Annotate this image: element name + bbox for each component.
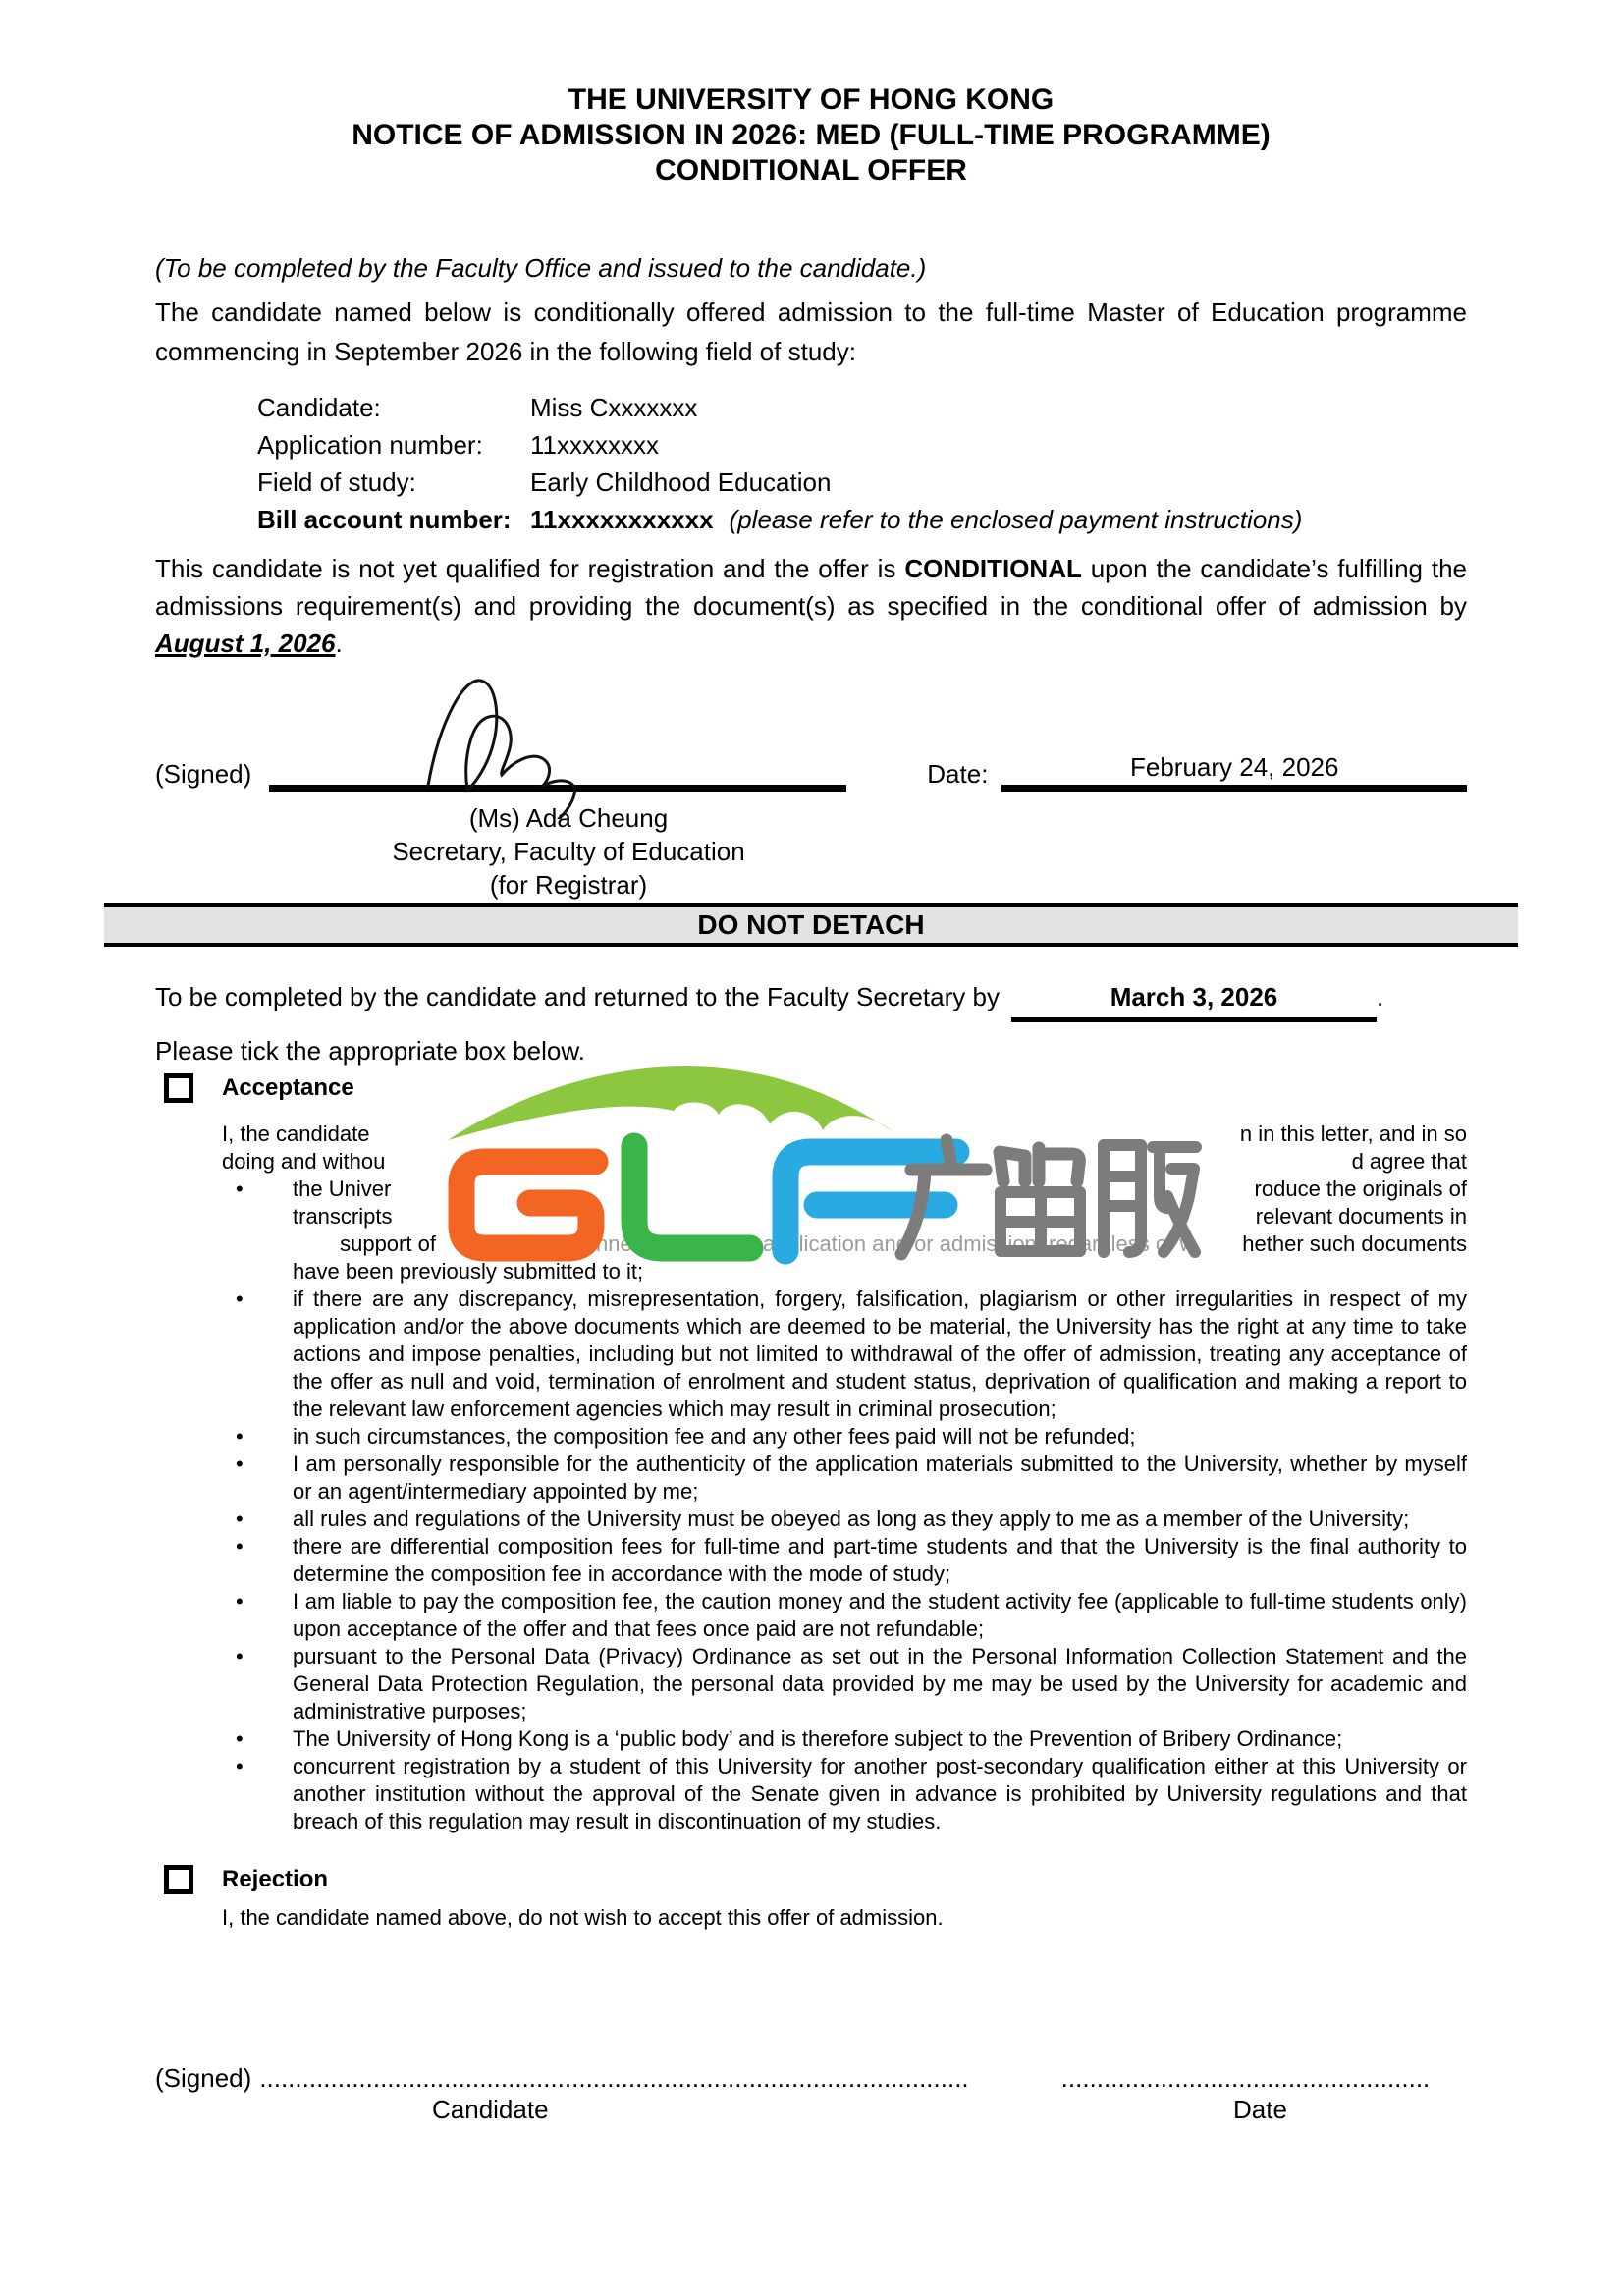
list-item <box>155 1533 1467 1588</box>
spacer <box>392 1203 1255 1230</box>
candidate-details <box>257 389 1467 538</box>
list-item <box>155 1423 1467 1450</box>
bullet-dot: • <box>236 1589 244 1613</box>
bullet-text: The University of Hong Kong is a ‘public body’ and is therefore subject to the Prevention of Bribery Ordinance; <box>293 1726 1343 1751</box>
bullet-text: I am personally responsible for the authenticity of the application materials submitted to the University, whether by myself or an agent/intermediary appointed by me; <box>293 1451 1467 1503</box>
signatory-title: Secretary, Faculty of Education <box>392 837 745 866</box>
signatory-for: (for Registrar) <box>489 870 648 900</box>
signature-squiggle <box>408 672 664 819</box>
payment-instructions-note: (please refer to the enclosed payment instructions) <box>729 505 1303 534</box>
faded-line-fragment: and/or in connection with my application and/or admission, regardless of w <box>483 1231 1196 1256</box>
period: . <box>1376 982 1384 1011</box>
bullet-dot: • <box>236 1506 244 1531</box>
intro-paragraph: The candidate named below is conditionally offered admission to the full-time Master of Education programme commencing in September 2026 in the following field of study: <box>155 298 1467 366</box>
acceptance-body <box>155 1121 1467 1835</box>
document-header <box>155 82 1467 189</box>
acceptance-intro-line <box>155 1148 1467 1175</box>
rejection-body: I, the candidate named above, do not wish to accept this offer of admission. <box>222 1905 944 1930</box>
notice-title: NOTICE OF ADMISSION IN 2026: MED (FULL-TIME PROGRAMME) <box>352 119 1271 151</box>
bullet-line <box>155 1203 1467 1230</box>
table-row <box>257 501 1467 538</box>
list-item <box>155 1588 1467 1643</box>
line-fragment: roduce the originals of <box>1254 1176 1467 1201</box>
deadline-date: August 1, 2026 <box>155 629 336 658</box>
line-fragment: transcripts <box>293 1204 393 1229</box>
bullet-text: all rules and regulations of the University must be obeyed as long as they apply to me as a member of the University; <box>293 1506 1410 1531</box>
conditional-paragraph <box>155 550 1467 662</box>
bullet-line <box>155 1230 1467 1258</box>
bullet-line <box>155 1175 1467 1203</box>
acceptance-section <box>155 1073 1467 1835</box>
bullet-dot: • <box>236 1534 244 1558</box>
detail-label: Candidate: <box>257 393 381 422</box>
list-item <box>155 1643 1467 1725</box>
bullet-dot: • <box>236 1176 244 1201</box>
faculty-note: (To be completed by the Faculty Office and issued to the candidate.) <box>155 253 927 283</box>
acceptance-title: Acceptance <box>222 1074 354 1101</box>
period: . <box>335 629 343 658</box>
acceptance-header <box>155 1073 1467 1107</box>
detail-value: Miss Cxxxxxxx <box>530 393 698 422</box>
offer-type: CONDITIONAL OFFER <box>655 154 967 187</box>
line-fragment: d agree that <box>1351 1149 1467 1174</box>
candidate-signed-row <box>155 2063 1467 2093</box>
signed-label: (Signed) <box>155 759 252 789</box>
spacer <box>391 1175 1254 1203</box>
list-item <box>155 1725 1467 1753</box>
acceptance-checkbox[interactable] <box>164 1073 193 1103</box>
bullet-text: if there are any discrepancy, misrepresentation, forgery, falsification, plagiarism or other irregularities in respect of my application and/or the above documents which are deemed to be material, the University has the right at any time to take actions and impose penalties, including but not limited to withdrawal of the offer of admission, treating any acceptance of the offer as null and void, termination of enrolment and student status, deprivation of qualification and making a report to the relevant law enforcement agencies which may result in criminal prosecution; <box>293 1286 1467 1421</box>
line-fragment: relevant documents in <box>1255 1204 1467 1229</box>
university-name: THE UNIVERSITY OF HONG KONG <box>568 83 1055 116</box>
detail-label: Field of study: <box>257 467 416 497</box>
return-deadline-date: March 3, 2026 <box>1011 976 1377 1022</box>
signatory-name: (Ms) Ada Cheung <box>468 803 669 833</box>
rejection-section <box>155 1865 1467 1932</box>
line-fragment: n in this letter, and in so <box>1239 1121 1467 1146</box>
signature-captions <box>155 2095 1467 2128</box>
signature-dotted-line: .................................................................................................... <box>259 2063 969 2093</box>
bullet-text: I am liable to pay the composition fee, the caution money and the student activity fee (applicable to full-time students only) upon acceptance of the offer and that fees once paid are not refundable; <box>293 1589 1467 1641</box>
detail-label: Bill account number: <box>257 505 512 534</box>
bullet-text: there are differential composition fees for full-time and part-time students and that the University is the final authority to determine the composition fee in accordance with the mode of study; <box>293 1534 1467 1586</box>
rejection-checkbox[interactable] <box>164 1865 193 1894</box>
detail-label: Application number: <box>257 430 483 460</box>
conditional-text: This candidate is not yet qualified for registration and the offer is <box>155 554 905 583</box>
acceptance-intro-line <box>155 1121 1467 1148</box>
list-item <box>155 1505 1467 1533</box>
bullet-text: pursuant to the Personal Data (Privacy) Ordinance as set out in the Personal Information Collection Statement and the General Data Protection Regulation, the personal data provided by me may be used by the University for academic and administrative purposes; <box>293 1644 1467 1723</box>
return-text: To be completed by the candidate and returned to the Faculty Secretary by <box>155 982 1000 1011</box>
do-not-detach-banner: DO NOT DETACH <box>104 903 1518 947</box>
detail-value: Early Childhood Education <box>530 467 832 497</box>
bullet-text: in such circumstances, the composition fee and any other fees paid will not be refunded; <box>293 1424 1136 1449</box>
table-row <box>257 426 1467 464</box>
faculty-signature-row <box>155 662 1467 792</box>
detail-value: 11xxxxxxxx <box>530 430 659 460</box>
date-label: Date: <box>927 759 989 789</box>
return-instruction <box>155 976 1467 1022</box>
rejection-header <box>155 1865 1467 1898</box>
bullet-dot: • <box>236 1726 244 1751</box>
table-row <box>257 389 1467 426</box>
bullet-dot: • <box>236 1644 244 1668</box>
bullet-text: concurrent registration by a student of this University for another post-secondary qualification either at this University or another institution without the approval of the Senate given in advance is prohibited by University regulations and that breach of this regulation may result in discontinuation of my studies. <box>293 1754 1467 1833</box>
list-item <box>155 1285 1467 1423</box>
signature-date-value: February 24, 2026 <box>1129 752 1339 782</box>
bullet-dot: • <box>236 1424 244 1449</box>
list-item <box>155 1753 1467 1835</box>
date-dotted-line: .................................................... <box>1060 2063 1431 2093</box>
conditional-text: upon the candidate’s fulfilling the admissions requirement(s) and providing the document(s) as specified in the conditional offer of admission by <box>155 554 1467 621</box>
detail-value: 11xxxxxxxxxxx <box>530 505 714 534</box>
bullet-dot: • <box>236 1451 244 1476</box>
spacer <box>236 1230 293 1258</box>
candidate-signature-block <box>155 2063 1467 2128</box>
list-item <box>155 1450 1467 1505</box>
line-fragment: I, the candidate <box>222 1121 370 1146</box>
line-fragment: support of <box>340 1231 436 1256</box>
date-caption: Date <box>1233 2095 1287 2124</box>
rejection-title: Rejection <box>222 1866 329 1892</box>
table-row <box>257 464 1467 501</box>
tick-instruction: Please tick the appropriate box below. <box>155 1036 585 1066</box>
bullet-dot: • <box>236 1754 244 1778</box>
conditional-keyword: CONDITIONAL <box>904 554 1082 583</box>
spacer <box>236 1203 293 1230</box>
line-fragment: hether such documents <box>1242 1231 1467 1256</box>
bullet-line: have been previously submitted to it; <box>293 1259 644 1284</box>
line-fragment: the Univer <box>293 1176 392 1201</box>
candidate-caption: Candidate <box>432 2095 549 2124</box>
signed-label: (Signed) <box>155 2063 252 2093</box>
date-line <box>1001 752 1467 792</box>
bullet-dot: • <box>236 1286 244 1311</box>
line-fragment: doing and withou <box>222 1149 386 1174</box>
